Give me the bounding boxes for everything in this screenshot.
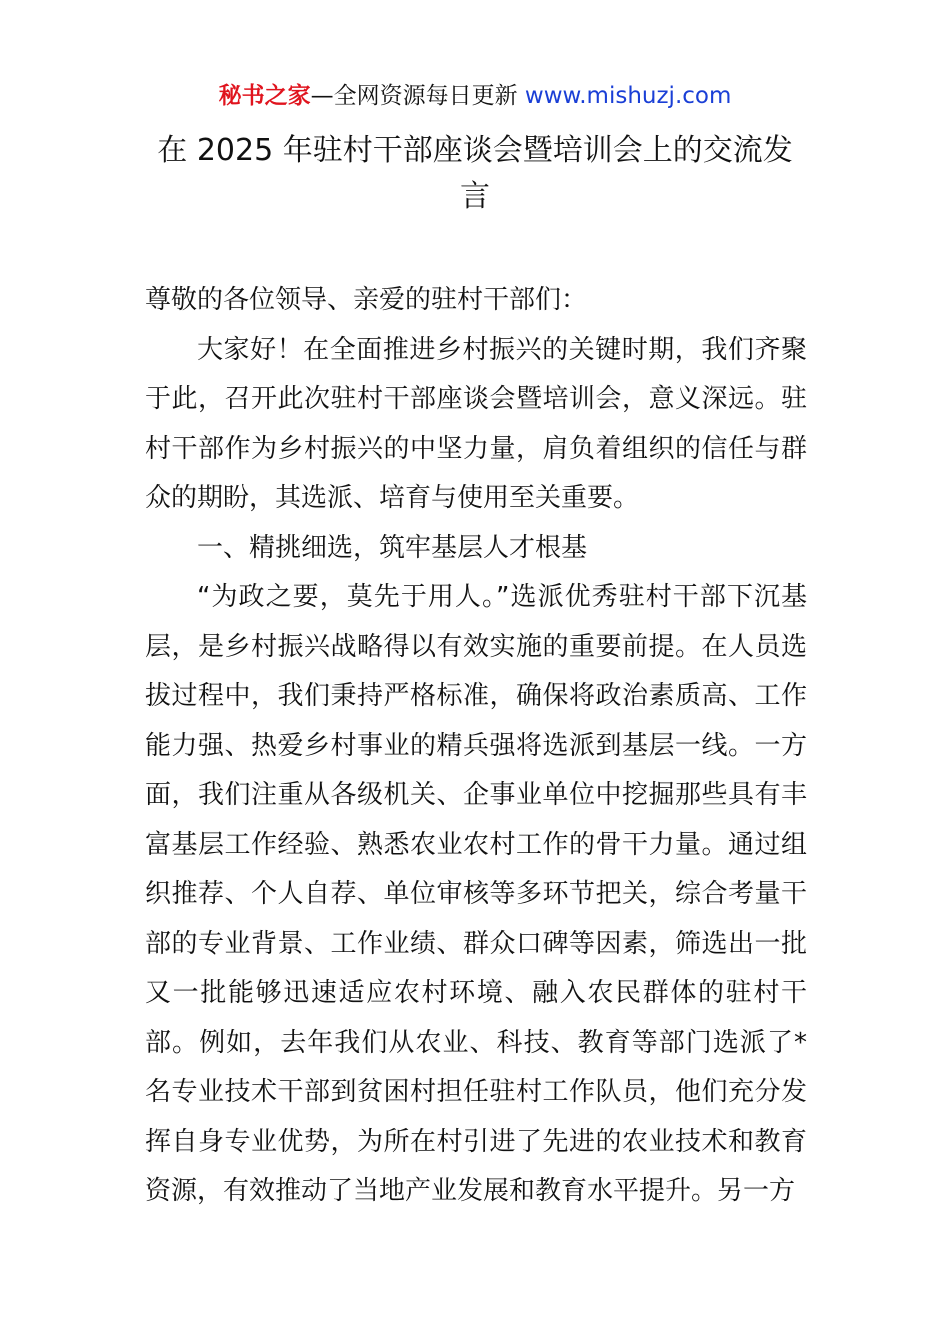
section-heading-1: 一、精挑细选，筑牢基层人才根基 xyxy=(197,532,588,563)
greeting-line: 尊敬的各位领导、亲爱的驻村干部们： xyxy=(145,285,588,315)
document-title: 在 2025 年驻村干部座谈会暨培训会上的交流发言 xyxy=(157,133,793,214)
paragraph-section-1: “为政之要，莫先于用人。”选派优秀驻村干部下沉基层，是乡村振兴战略得以有效实施的重要前提。在人员选拔过程中，我们秉持严格标准，确保将政治素质高、工作能力强、热爱乡村事业的精兵强将选派到基层一线。一方面，我们注重从各级机关、企事业单位中挖掘那些具有丰富基层工作经验、熟悉农业农村工作的骨干力量。通过组织推荐、个人自荐、单位审核等多环节把关，综合考量干部的专业背景、工作业绩、群众口碑等因素，筛选出一批又一批能够迅速适应农村环境、融入农民群体的驻村干部。例如，去年我们从农业、科技、教育等部门选派了*名专业技术干部到贫困村担任驻村工作队员，他们充分发挥自身专业优势，为所在村引进了先进的农业技术和教育资源，有效推动了当地产业发展和教育水平提升。另一方 xyxy=(145,582,807,1206)
site-slogan: —全网资源每日更新 xyxy=(310,83,518,109)
site-brand: 秘书之家 xyxy=(218,83,311,109)
paragraph-opening: 大家好！在全面推进乡村振兴的关键时期，我们齐聚于此，召开此次驻村干部座谈会暨培训会，意义深远。驻村干部作为乡村振兴的中坚力量，肩负着组织的信任与群众的期盼，其选派、培育与使用至关重要。 xyxy=(145,334,807,513)
site-header xyxy=(0,80,950,112)
site-url-link[interactable]: www.mishuzj.com xyxy=(524,83,732,109)
document-body xyxy=(145,276,807,1217)
